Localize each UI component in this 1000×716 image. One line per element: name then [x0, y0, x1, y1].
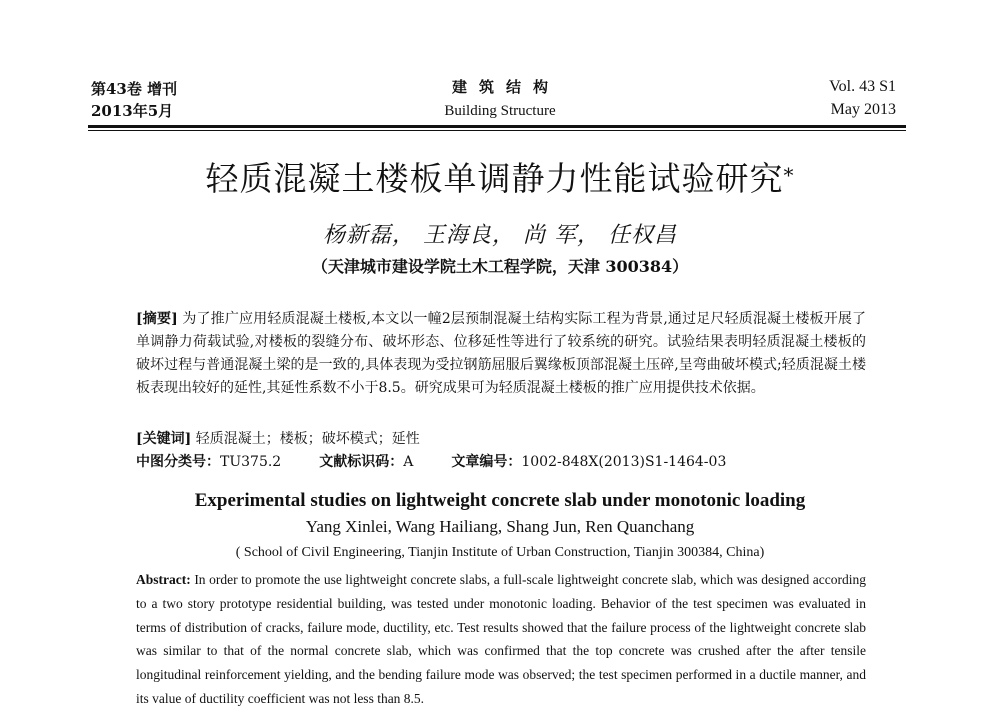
header-journal-en: Building Structure: [444, 103, 556, 119]
classification-line: [136, 452, 866, 472]
header-rule-thick: [88, 125, 906, 128]
clc-value: TU375.2: [220, 454, 282, 470]
clc-label: 中图分类号：: [136, 454, 220, 470]
keywords-cn: [136, 429, 866, 449]
affiliation-cn: （天津城市建设学院土木工程学院，天津 300384）: [311, 257, 689, 276]
article-title-cn: [0, 157, 1000, 201]
header-rule-thin: [88, 130, 906, 131]
abstract-cn-label: [摘要]: [136, 311, 178, 327]
header-volume-en: Vol. 43 S1: [829, 78, 896, 95]
abstract-cn-text: 为了推广应用轻质混凝土楼板,本文以一幢2层预制混凝土结构实际工程为背景,通过足尺轻质混凝土楼板开展了单调静力荷载试验,对楼板的裂缝分布、破坏形态、位移延性等进行了较系统的研究。试验结果表明轻质混凝土楼板的破坏过程与普通混凝土梁的是一致的,具体表现为受拉钢筋屈服后翼缘板顶部混凝土压碎,呈弯曲破坏模式;轻质混凝土楼板表现出较好的延性,其延性系数不小于8.5。研究成果可为轻质混凝土楼板的推广应用提供技术依据。: [136, 311, 867, 396]
authors-cn: 杨新磊， 王海良， 尚 军， 任权昌: [323, 223, 677, 248]
doccode-value: A: [403, 454, 414, 470]
header-date-en: May 2013: [830, 101, 896, 118]
articleno-label: 文章编号：: [451, 454, 522, 470]
keywords-label: [关键词]: [136, 431, 192, 447]
header-date-cn: 2013年5月: [91, 102, 174, 120]
header-volume-cn: 第43卷 增刊: [91, 80, 178, 98]
keywords-text: 轻质混凝土；楼板；破坏模式；延性: [195, 431, 420, 447]
abstract-cn: [136, 308, 866, 400]
abstract-en: [136, 568, 866, 711]
header-journal-cn: 建筑结构: [451, 78, 560, 96]
article-title-en: Experimental studies on lightweight concrete slab under monotonic loading: [194, 490, 806, 511]
abstract-en-text: In order to promote the use lightweight concrete slabs, a full-scale lightweight concrete slab, which was designed according to a two story prototype residential building, was tested under monotonic loading. Behavior of the test specimen was evaluated in terms of distribution of cracks, failure mode, ductility, etc. Test results showed that the failure process of the lightweight concrete slab was similar to that of the normal concrete slab, which was confirmed that the top concrete was crushed after the after tensile longitudinal reinforcement yielding, and the bending failure mode was observed; the test specimen performed in a ductile manner, and its value of ductility coefficient was not less than 8.5.: [136, 572, 866, 706]
title-footnote-mark: *: [783, 163, 795, 187]
abstract-en-label: Abstract:: [136, 572, 191, 587]
authors-en: Yang Xinlei, Wang Hailiang, Shang Jun, Ren Quanchang: [305, 517, 695, 536]
affiliation-en: ( School of Civil Engineering, Tianjin Institute of Urban Construction, Tianjin 300384, China): [235, 545, 765, 560]
doccode-label: 文献标识码：: [319, 454, 404, 470]
articleno-value: 1002-848X(2013)S1-1464-03: [521, 454, 727, 470]
title-text: 轻质混凝土楼板单调静力性能试验研究: [205, 159, 784, 198]
